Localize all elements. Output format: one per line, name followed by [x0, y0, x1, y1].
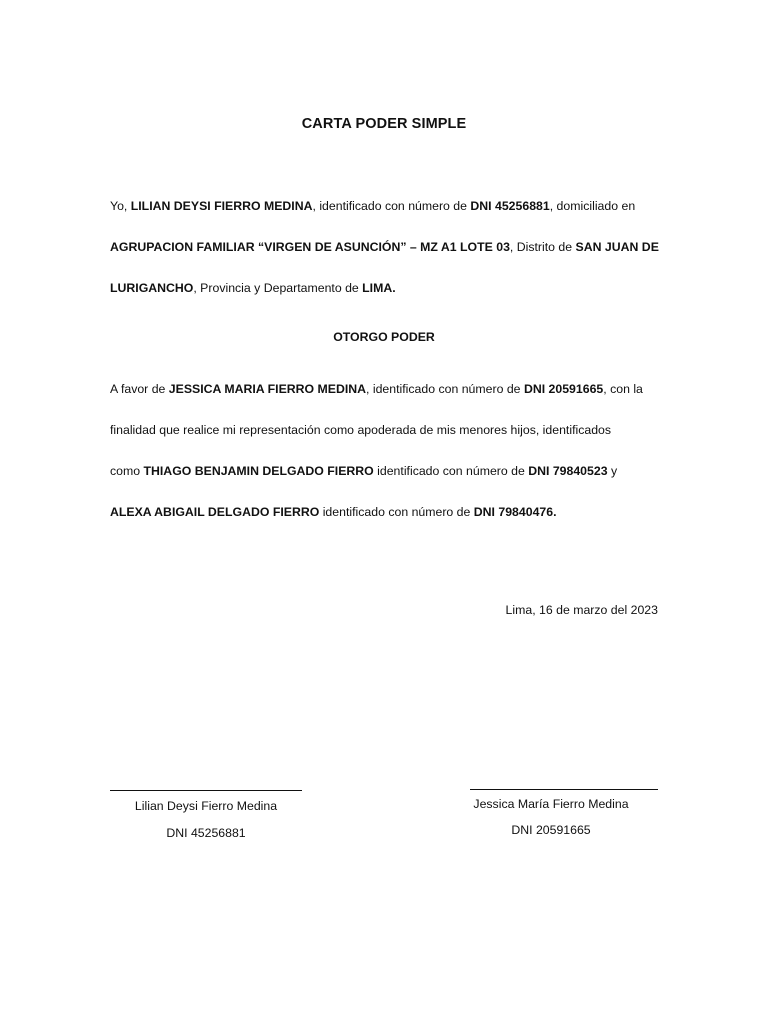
- address: AGRUPACION FAMILIAR “VIRGEN DE ASUNCIÓN” – MZ A1 LOTE 03: [110, 240, 510, 254]
- document-title: CARTA PODER SIMPLE: [301, 116, 467, 132]
- paragraph2-line1: [110, 380, 670, 398]
- text: , identificado con número de: [312, 199, 471, 213]
- text: identificado con número de: [319, 505, 474, 519]
- department: LIMA.: [362, 281, 396, 295]
- signatory-left-name: Lilian Deysi Fierro Medina: [134, 799, 278, 813]
- text: , con la: [603, 382, 643, 396]
- attorney-dni: DNI 20591665: [523, 382, 604, 396]
- text: finalidad que realice mi representación como apoderada de mis menores hijos, identificados: [110, 423, 612, 437]
- attorney-name: JESSICA MARIA FIERRO MEDINA: [168, 382, 367, 396]
- text: , identificado con número de: [366, 382, 524, 396]
- text: , Distrito de: [509, 240, 576, 254]
- signatory-right-dni: DNI 20591665: [511, 823, 591, 837]
- grantor-dni: DNI 45256881: [470, 199, 550, 213]
- signature-line-right: [470, 789, 658, 790]
- paragraph1-line2: [110, 238, 670, 256]
- district-cont: LURIGANCHO: [110, 281, 194, 295]
- section-heading: OTORGO PODER: [333, 330, 435, 344]
- grantor-name: LILIAN DEYSI FIERRO MEDINA: [130, 199, 313, 213]
- text: y: [607, 464, 618, 478]
- text: A favor de: [110, 382, 169, 396]
- signatory-left-dni: DNI 45256881: [166, 826, 246, 840]
- paragraph1-line1: [110, 197, 670, 215]
- place-date: Lima, 16 de marzo del 2023: [505, 603, 658, 617]
- text: , domiciliado en: [549, 199, 636, 213]
- signatory-right-name: Jessica María Fierro Medina: [473, 797, 629, 811]
- district: SAN JUAN DE: [575, 240, 659, 254]
- child2-name: ALEXA ABIGAIL DELGADO FIERRO: [110, 505, 320, 519]
- paragraph2-line2: [110, 421, 670, 439]
- text: , Provincia y Departamento de: [193, 281, 363, 295]
- text: como: [110, 464, 144, 478]
- paragraph2-line3: [110, 462, 670, 480]
- child2-dni: DNI 79840476.: [473, 505, 557, 519]
- text: Yo,: [110, 199, 131, 213]
- paragraph1-line3: [110, 279, 670, 297]
- child1-name: THIAGO BENJAMIN DELGADO FIERRO: [143, 464, 374, 478]
- child1-dni: DNI 79840523: [528, 464, 608, 478]
- paragraph2-line4: [110, 503, 670, 521]
- signature-line-left: [110, 790, 302, 791]
- text: identificado con número de: [373, 464, 529, 478]
